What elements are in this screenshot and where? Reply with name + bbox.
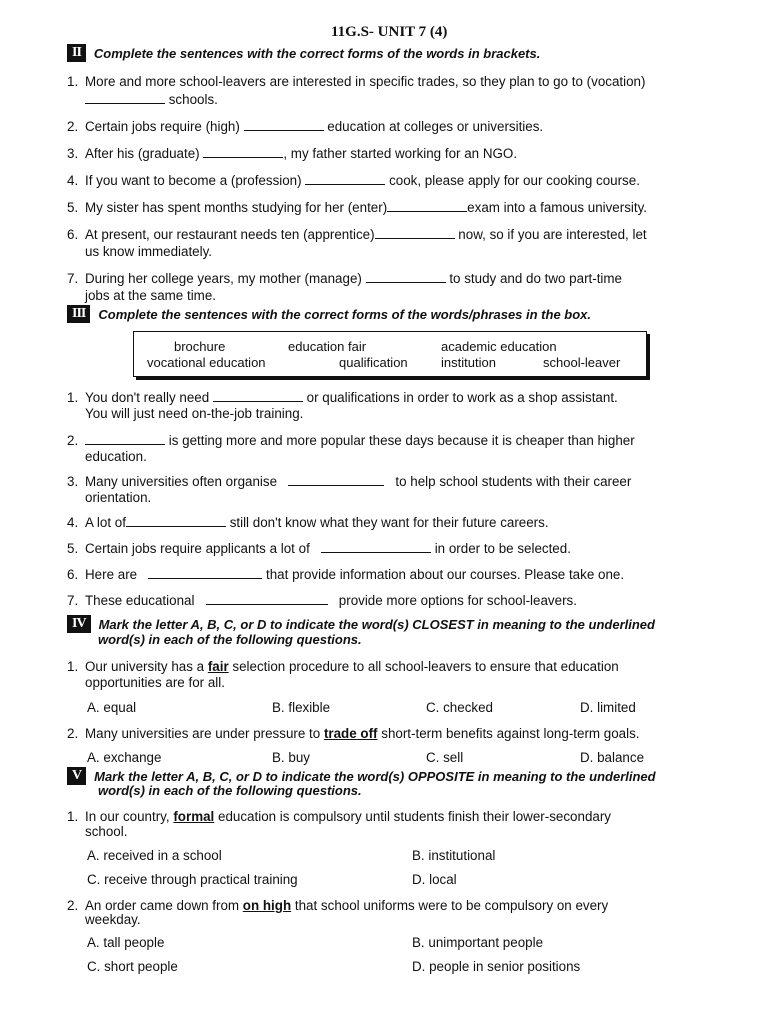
s2-q2-number: 2. (67, 119, 79, 134)
s5-q2-number: 2. (67, 898, 79, 913)
s4-q2-text-end: short-term benefits against long-term goals. (381, 726, 640, 741)
option-a[interactable]: A. tall people (87, 935, 165, 950)
s4-q1-text: Our university has a (85, 659, 205, 674)
s2-q4 (67, 172, 640, 189)
answer-blank[interactable] (85, 432, 165, 445)
s2-q4-number: 4. (67, 173, 79, 188)
s4-q2 (67, 725, 640, 742)
section-3-number: III (67, 305, 90, 323)
s3-q2-text-end: is getting more and more popular these days because it is cheaper than higher (168, 433, 635, 448)
s4-q2-number: 2. (67, 726, 79, 741)
s4-q1-number: 1. (67, 659, 79, 674)
answer-blank[interactable] (213, 389, 303, 402)
s3-q6-text: Here are (85, 567, 138, 582)
s5-q2-text-end: that school uniforms were to be compulsory on every (294, 898, 609, 913)
answer-blank[interactable] (366, 270, 446, 283)
s2-q4-text-end: cook, please apply for our cooking course. (389, 173, 640, 188)
s3-q7-number: 7. (67, 593, 79, 608)
s3-q6 (67, 566, 624, 583)
option-c[interactable]: C. short people (87, 959, 178, 974)
s3-q5-text-end: in order to be selected. (434, 541, 571, 556)
s2-q6-cont: us know immediately. (85, 244, 213, 259)
word-box (133, 331, 647, 377)
s3-q3-cont: orientation. (85, 490, 152, 505)
s3-q5-number: 5. (67, 541, 79, 556)
word-brochure: brochure (174, 339, 226, 354)
s3-q1-text-end: or qualifications in order to work as a shop assistant. (306, 390, 618, 405)
s5-q2-text: An order came down from (85, 898, 240, 913)
s2-q3-number: 3. (67, 146, 79, 161)
word-academic-education: academic education (441, 339, 557, 354)
option-b[interactable]: B. unimportant people (412, 935, 544, 950)
s2-q4-text: If you want to become a (profession) (85, 173, 302, 188)
s3-q6-number: 6. (67, 567, 79, 582)
answer-blank[interactable] (387, 199, 467, 212)
s5-q1-cont: school. (85, 824, 128, 839)
answer-blank[interactable] (244, 118, 324, 131)
s2-q7-number: 7. (67, 271, 79, 286)
section-3-instruction: Complete the sentences with the correct forms of the words/phrases in the box. (98, 306, 592, 322)
answer-blank[interactable] (321, 540, 431, 553)
section-5-instruction-cont: word(s) in each of the following questions. (98, 783, 362, 798)
option-c[interactable]: C. checked (426, 700, 493, 715)
underlined-word: fair (207, 659, 229, 674)
s3-q5-text: Certain jobs require applicants a lot of (85, 541, 310, 556)
option-b[interactable]: B. institutional (412, 848, 496, 863)
section-2-instruction: Complete the sentences with the correct forms of the words in brackets. (93, 45, 541, 61)
section-4-number: IV (67, 615, 91, 633)
s4-q1-text-end: selection procedure to all school-leavers to ensure that education (232, 659, 619, 674)
s5-q2 (67, 897, 608, 914)
s3-q3 (67, 473, 631, 490)
option-a[interactable]: A. exchange (87, 750, 162, 765)
s3-q2-number: 2. (67, 433, 79, 448)
s2-q7 (67, 270, 622, 287)
option-b[interactable]: B. buy (272, 750, 310, 765)
s2-q3-text: After his (graduate) (85, 146, 200, 161)
page-title: 11G.S- UNIT 7 (4) (331, 24, 448, 40)
s2-q6-text-end: now, so if you are interested, let (458, 227, 647, 242)
underlined-word: on high (242, 898, 292, 913)
option-d[interactable]: D. people in senior positions (412, 959, 581, 974)
s2-q2-text: Certain jobs require (high) (85, 119, 240, 134)
section-4-header (67, 615, 655, 633)
s2-q1-text-end: schools. (168, 92, 218, 107)
section-2-number: II (67, 44, 86, 62)
s5-q1 (67, 808, 611, 825)
option-c[interactable]: C. receive through practical training (87, 872, 298, 887)
s3-q7 (67, 592, 577, 609)
option-d[interactable]: D. limited (580, 700, 636, 715)
s2-q5-text-end: exam into a famous university. (467, 200, 648, 215)
answer-blank[interactable] (375, 226, 455, 239)
s2-q3 (67, 145, 517, 162)
s2-q1-text: More and more school-leavers are interested in specific trades, so they plan to go to (vocation) (85, 74, 646, 89)
section-4-instruction: Mark the letter A, B, C, or D to indicate the word(s) CLOSEST in meaning to the underlined (98, 616, 655, 632)
option-a[interactable]: A. equal (87, 700, 137, 715)
s2-q1 (67, 73, 645, 90)
section-5-instruction: Mark the letter A, B, C, or D to indicate the word(s) OPPOSITE in meaning to the underlined (94, 768, 656, 784)
word-school-leaver: school-leaver (543, 355, 621, 370)
s2-q6-number: 6. (67, 227, 79, 242)
answer-blank[interactable] (85, 91, 165, 104)
s2-q2-text-end: education at colleges or universities. (327, 119, 544, 134)
s3-q3-text: Many universities often organise (85, 474, 278, 489)
s3-q1 (67, 389, 618, 406)
s3-q3-text-end: to help school students with their career (395, 474, 632, 489)
s5-q1-text: In our country, (85, 809, 170, 824)
s5-q1-text-end: education is compulsory until students finish their lower-secondary (218, 809, 611, 824)
s5-q2-cont: weekday. (85, 912, 141, 927)
section-4-instruction-cont: word(s) in each of the following questions. (98, 632, 362, 647)
s4-q1-cont: opportunities are for all. (85, 675, 225, 690)
s2-q7-cont: jobs at the same time. (85, 288, 216, 303)
s2-q1-cont (85, 91, 218, 108)
s3-q4-number: 4. (67, 515, 79, 530)
answer-blank[interactable] (148, 566, 262, 579)
s2-q6 (67, 226, 647, 243)
underlined-word: formal (173, 809, 215, 824)
s2-q2 (67, 118, 543, 135)
s5-q1-number: 1. (67, 809, 79, 824)
s2-q7-text-end: to study and do two part-time (449, 271, 623, 286)
option-b[interactable]: B. flexible (272, 700, 331, 715)
s3-q2-cont: education. (85, 449, 147, 464)
s2-q5-text: My sister has spent months studying for her (enter) (85, 200, 388, 215)
option-d[interactable]: D. balance (580, 750, 645, 765)
s3-q7-text-end: provide more options for school-leavers. (338, 593, 577, 608)
s2-q5 (67, 199, 647, 216)
s3-q4-text: A lot of (85, 515, 126, 530)
s3-q4 (67, 514, 549, 531)
answer-blank[interactable] (305, 172, 385, 185)
option-d[interactable]: D. local (412, 872, 457, 887)
section-2-header (67, 44, 540, 62)
answer-blank[interactable] (288, 473, 384, 486)
s3-q1-text: You don't really need (85, 390, 210, 405)
s3-q7-text: These educational (85, 593, 195, 608)
word-vocational-education: vocational education (147, 355, 266, 370)
word-qualification: qualification (339, 355, 408, 370)
s3-q4-text-end: still don't know what they want for their future careers. (229, 515, 549, 530)
s3-q6-text-end: that provide information about our courses. Please take one. (266, 567, 625, 582)
s4-q1 (67, 658, 619, 675)
answer-blank[interactable] (126, 514, 226, 527)
s3-q2 (67, 432, 635, 449)
option-a[interactable]: A. received in a school (87, 848, 222, 863)
s3-q5 (67, 540, 571, 557)
s3-q1-number: 1. (67, 390, 79, 405)
section-3-header (67, 305, 591, 323)
word-institution: institution (441, 355, 496, 370)
section-5-number: V (67, 767, 86, 785)
s2-q6-text: At present, our restaurant needs ten (apprentice) (85, 227, 375, 242)
word-education-fair: education fair (288, 339, 367, 354)
underlined-word: trade off (323, 726, 378, 741)
s3-q3-number: 3. (67, 474, 79, 489)
s2-q5-number: 5. (67, 200, 79, 215)
answer-blank[interactable] (203, 145, 283, 158)
s2-q7-text: During her college years, my mother (manage) (85, 271, 362, 286)
s4-q2-text: Many universities are under pressure to (85, 726, 321, 741)
option-c[interactable]: C. sell (426, 750, 464, 765)
answer-blank[interactable] (206, 592, 328, 605)
s2-q3-text-end: , my father started working for an NGO. (283, 146, 518, 161)
s3-q1-cont: You will just need on-the-job training. (85, 406, 304, 421)
s2-q1-number: 1. (67, 74, 79, 89)
